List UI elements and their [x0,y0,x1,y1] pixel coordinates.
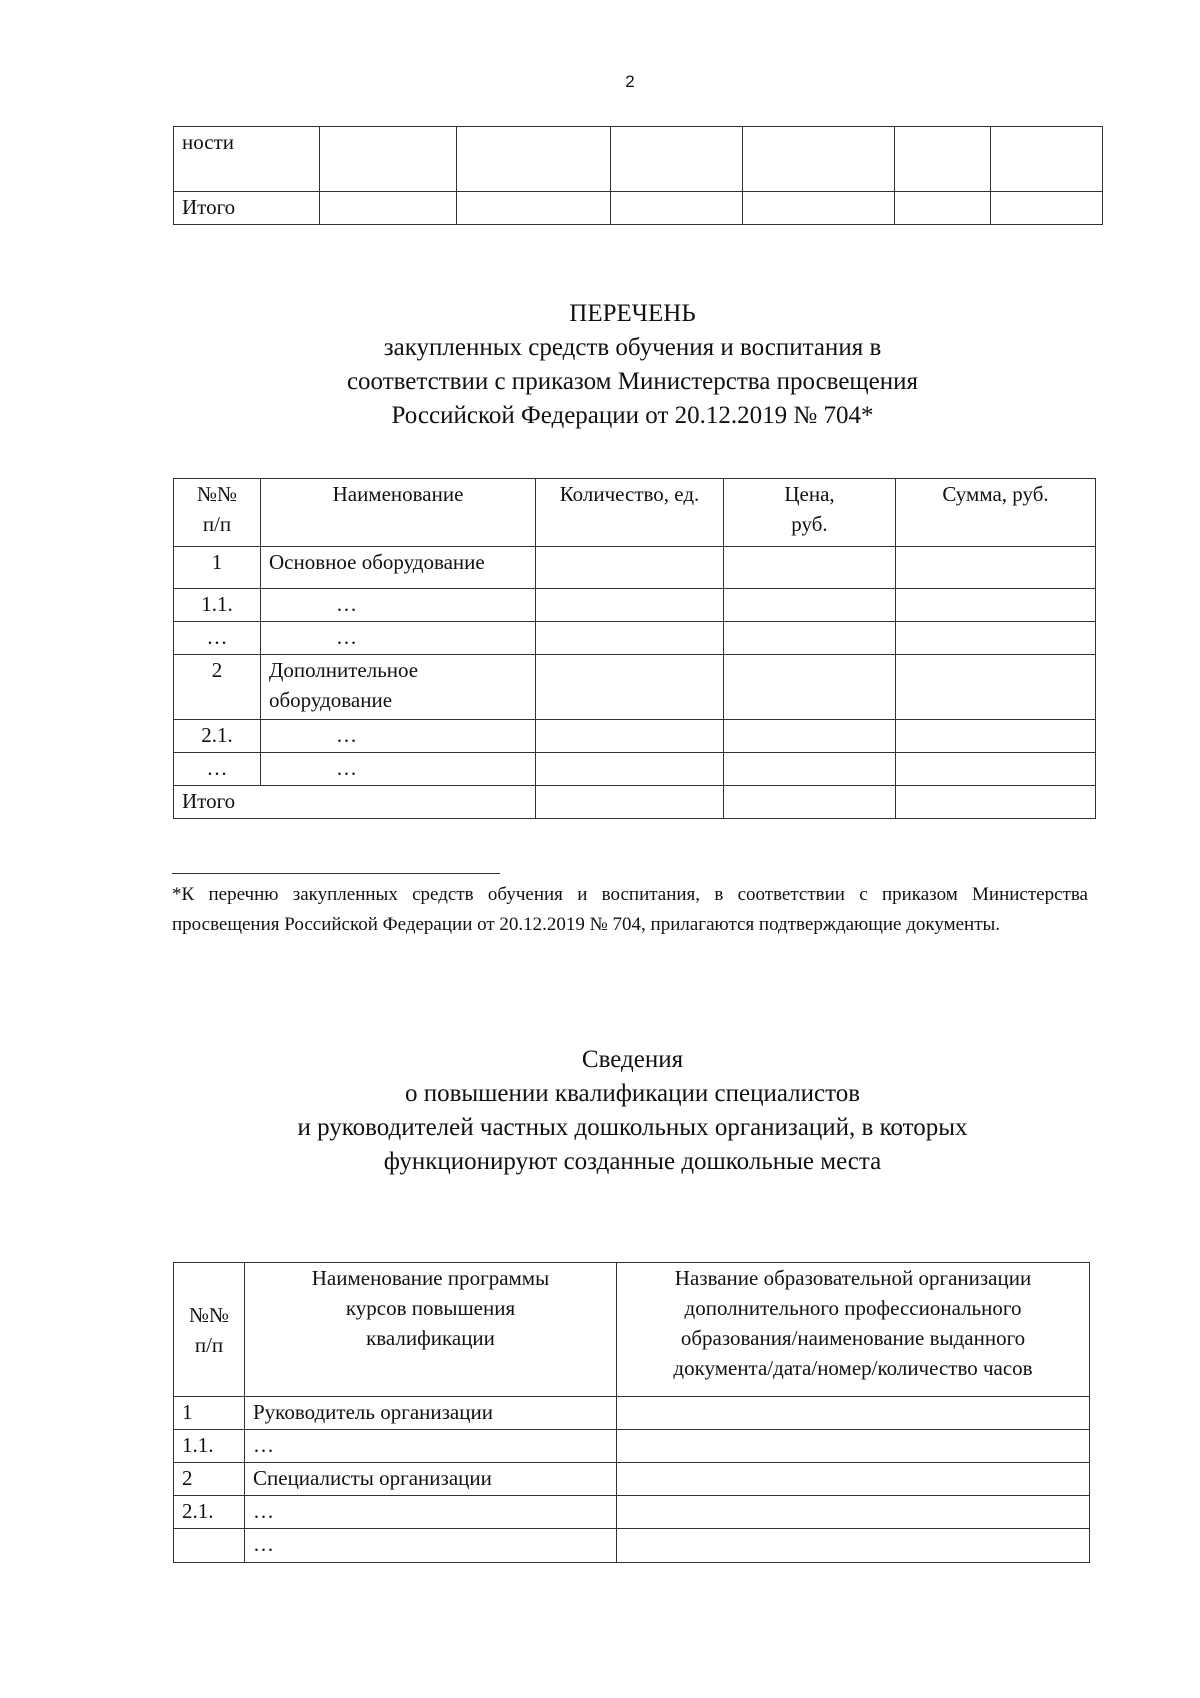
row-name: … [261,720,536,753]
table-row [174,753,1096,786]
table-row [174,192,1103,225]
header-sum: Сумма, руб. [896,479,1096,547]
row-name: … [245,1496,617,1529]
table-header-row [174,1263,1090,1397]
row-number: 2 [174,1463,245,1496]
header-price: Цена, руб. [724,479,896,547]
page-number: 2 [625,72,635,91]
list-title-line: Российской Федерации от 20.12.2019 № 704* [391,402,874,429]
table-row [174,720,1096,753]
table-row [174,1397,1090,1430]
row-number: 2.1. [174,1496,245,1529]
row-name: Дополнительное оборудование [261,655,536,720]
top-continuation-table [173,126,1103,225]
row-number: … [174,753,261,786]
training-title [0,1043,1200,1179]
header-number: №№ п/п [174,479,261,547]
table-row [174,622,1096,655]
row-number: … [174,622,261,655]
row-name: Основное оборудование [261,547,536,589]
table-row [174,127,1103,192]
table-row [174,589,1096,622]
row-name: … [261,622,536,655]
row-number [174,1529,245,1563]
row-name: Руководитель организации [245,1397,617,1430]
training-title-line: функционируют созданные дошкольные места [383,1148,882,1175]
training-title-line: и руководителей частных дошкольных организаций, в которых [297,1114,968,1141]
row-number: 2.1. [174,720,261,753]
training-table [173,1262,1090,1563]
training-title-line: о повышении квалификации специалистов [404,1080,861,1107]
table-total-row [174,786,1096,819]
row-name: Специалисты организации [245,1463,617,1496]
table-row [174,655,1096,720]
row-number: 1 [174,1397,245,1430]
list-title-line: закупленных средств обучения и воспитания в [383,334,882,361]
table-row [174,1496,1090,1529]
training-title-line: Сведения [581,1046,684,1073]
row-number: 2 [174,655,261,720]
total-label: Итого [174,786,536,819]
table-row [174,547,1096,589]
equipment-table [173,478,1096,819]
table-header-row [174,479,1096,547]
table-cell: ности [174,127,320,192]
table-row [174,1529,1090,1563]
header-organization: Название образовательной организации дополнительного профессионального образования/наименование выданного документа/дата/номер/количество часов [617,1263,1090,1397]
list-title [0,297,1200,433]
footnote: *К перечню закупленных средств обучения и воспитания, в соответствии с приказом Министерства просвещения Российской Федерации от 20.12.2019 № 704, прилагаются подтверждающие документы. [172,884,1088,935]
row-number: 1.1. [174,589,261,622]
row-number: 1.1. [174,1430,245,1463]
row-name: … [261,753,536,786]
list-title-line: ПЕРЕЧЕНЬ [569,300,696,327]
header-name: Наименование [261,479,536,547]
table-row [174,1430,1090,1463]
row-name: … [245,1529,617,1563]
header-quantity: Количество, ед. [536,479,724,547]
header-number: №№ п/п [174,1263,245,1397]
footnote-divider [172,873,500,874]
header-program: Наименование программы курсов повышения квалификации [245,1263,617,1397]
table-row [174,1463,1090,1496]
total-label: Итого [174,192,320,225]
list-title-line: соответствии с приказом Министерства просвещения [346,368,919,395]
row-number: 1 [174,547,261,589]
row-name: … [261,589,536,622]
row-name: … [245,1430,617,1463]
